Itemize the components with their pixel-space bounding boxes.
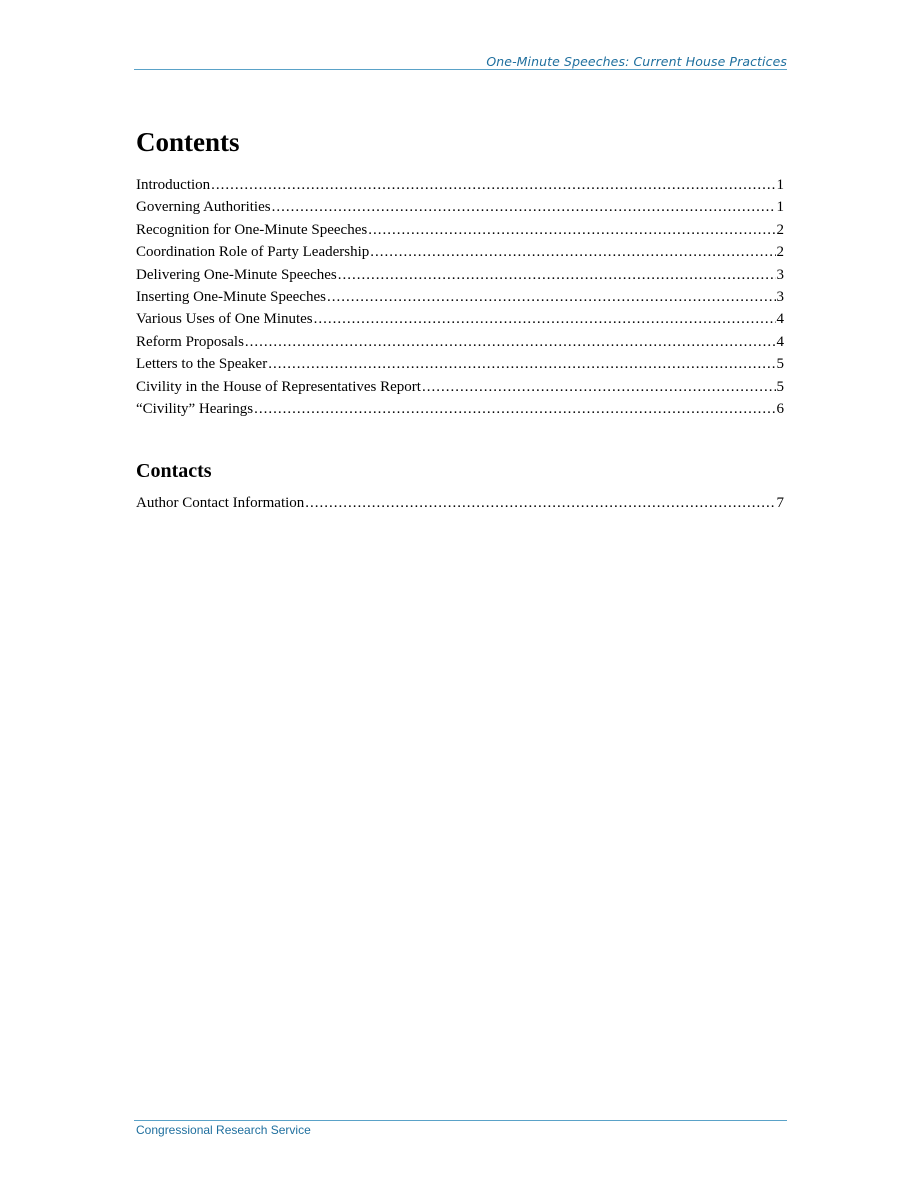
toc-entry-page: 6 — [776, 400, 784, 417]
toc-entry-page: 2 — [776, 221, 784, 238]
toc-leader-dots — [327, 286, 776, 308]
toc-entry-page: 4 — [776, 333, 784, 350]
toc-entry-reform-proposals[interactable] — [136, 331, 784, 353]
toc-entry-civility-report[interactable] — [136, 376, 784, 398]
toc-entry-coordination-role[interactable] — [136, 241, 784, 263]
toc-entry-title: Civility in the House of Representatives Report — [136, 378, 421, 395]
toc-entry-governing-authorities[interactable] — [136, 196, 784, 218]
toc-entry-page: 5 — [776, 356, 784, 373]
running-header: One-Minute Speeches: Current House Practices — [486, 54, 787, 69]
toc-leader-dots — [422, 376, 776, 398]
toc-entry-title: Coordination Role of Party Leadership — [136, 244, 370, 261]
toc-entry-letters-to-speaker[interactable] — [136, 353, 784, 375]
toc-leader-dots — [314, 308, 776, 330]
toc-entry-page: 5 — [776, 378, 784, 395]
toc-entry-title: Various Uses of One Minutes — [136, 311, 313, 328]
toc-entry-title: Recognition for One-Minute Speeches — [136, 221, 368, 238]
toc-entry-recognition[interactable] — [136, 219, 784, 241]
toc-entry-inserting[interactable] — [136, 286, 784, 308]
toc-leader-dots — [211, 174, 775, 196]
toc-leader-dots — [305, 492, 775, 514]
toc-leader-dots — [245, 331, 776, 353]
toc-leader-dots — [272, 196, 776, 218]
contacts-list — [136, 492, 784, 514]
document-body — [136, 124, 784, 515]
toc-leader-dots — [254, 398, 775, 420]
contents-heading: Contents — [136, 127, 240, 157]
toc-entry-title: Governing Authorities — [136, 199, 271, 216]
toc-entry-author-contact[interactable] — [136, 492, 784, 514]
toc-entry-page: 2 — [776, 244, 784, 261]
toc-entry-page: 1 — [776, 177, 784, 193]
toc-entry-page: 1 — [776, 199, 784, 216]
contents-list — [136, 174, 784, 420]
toc-entry-introduction[interactable] — [136, 174, 784, 196]
toc-leader-dots — [268, 353, 775, 375]
toc-entry-page: 3 — [776, 288, 784, 305]
footer-text: Congressional Research Service — [136, 1123, 311, 1137]
toc-entry-title: “Civility” Hearings — [136, 400, 254, 417]
toc-entry-civility-hearings[interactable] — [136, 398, 784, 420]
contacts-heading: Contacts — [136, 460, 212, 483]
toc-entry-delivering[interactable] — [136, 264, 784, 286]
toc-entry-title: Reform Proposals — [136, 333, 244, 350]
toc-entry-title: Letters to the Speaker — [136, 356, 268, 373]
toc-entry-page: 4 — [776, 311, 784, 328]
header-rule — [134, 69, 787, 70]
toc-entry-various-uses[interactable] — [136, 308, 784, 330]
toc-entry-title: Introduction — [136, 177, 211, 193]
footer-rule — [134, 1120, 787, 1121]
toc-entry-page: 7 — [776, 495, 784, 512]
toc-entry-page: 3 — [776, 266, 784, 283]
toc-entry-title: Delivering One-Minute Speeches — [136, 266, 337, 283]
toc-leader-dots — [370, 241, 775, 263]
toc-leader-dots — [368, 219, 775, 241]
toc-leader-dots — [338, 264, 776, 286]
toc-entry-title: Inserting One-Minute Speeches — [136, 288, 326, 305]
toc-entry-title: Author Contact Information — [136, 495, 305, 512]
